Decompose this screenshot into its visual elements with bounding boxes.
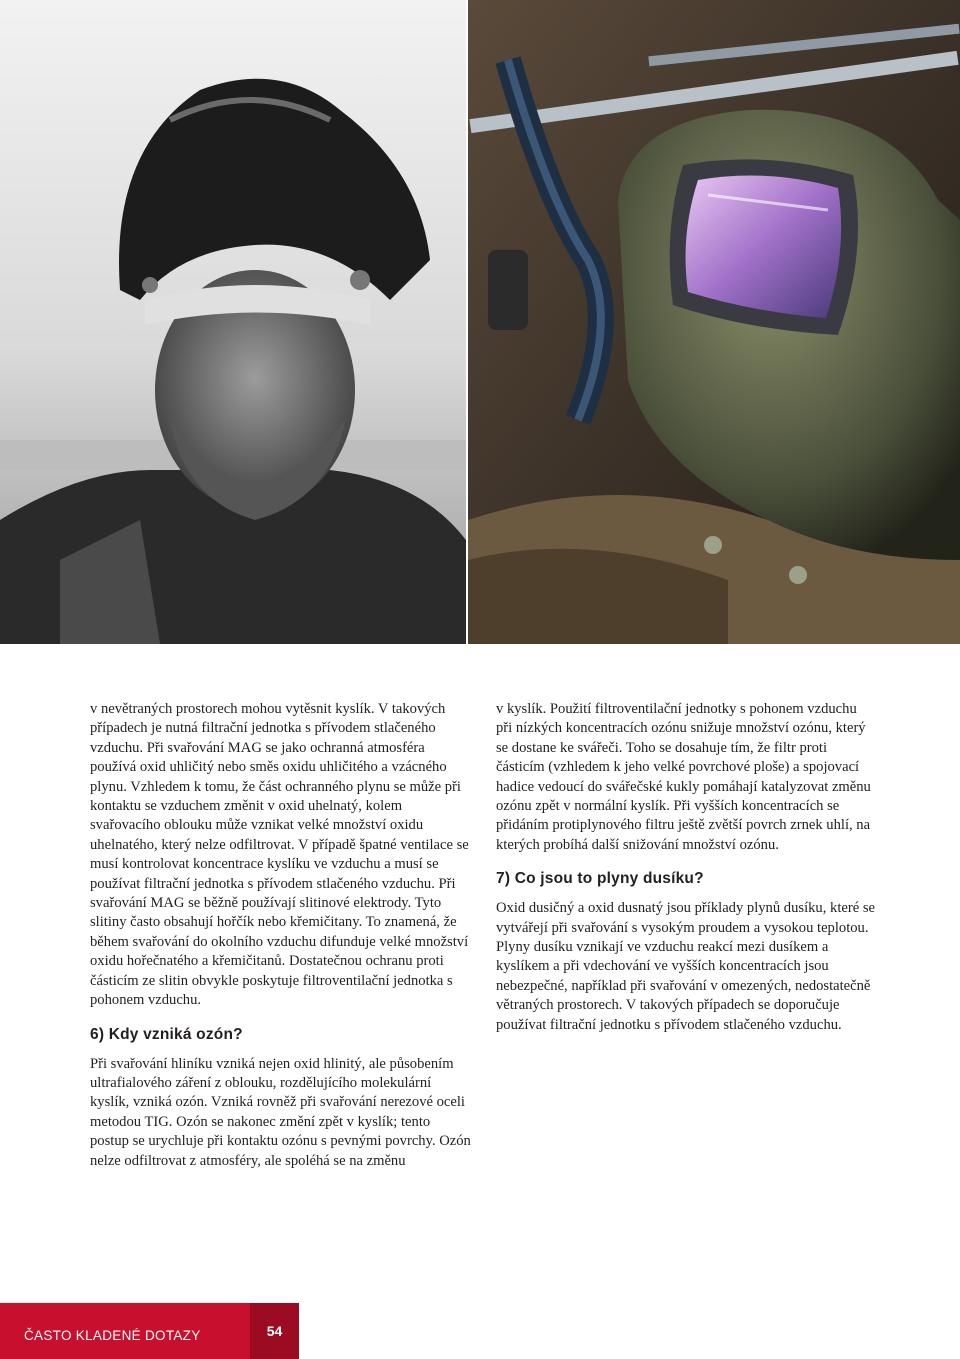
right-text-column	[496, 700, 876, 1035]
welding-helmet-image	[468, 0, 960, 644]
heading-nitrogen-gases: 7) Co jsou to plyny dusíku?	[496, 870, 704, 888]
right-paragraph-1: v kyslík. Použití filtroventilační jednotky s pohonem vzduchu při nízkých koncentracích ozónu snižuje množství ozónu, který se dostane ke svářeči. Toho se dosahuje tím, že filtr proti částicím (vzhledem k jeho velké povrchové ploše) a spojovací hadice vedoucí do svářečské kukly pomáhají katalyzovat změnu ozónu zpět v normální kyslík. Při vyšších koncentracích se přidáním protiplynového filtru ještě zvětší povrch zrnek uhlí, na kterých probíhá další snižování množství ozónu.	[496, 701, 871, 853]
welding-helmet-photo	[468, 0, 960, 644]
right-paragraph-2: Oxid dusičný a oxid dusnatý jsou příklady plynů dusíku, které se vytvářejí při svařování s vysokým proudem a vysokou teplotou. Plyny dusíku vznikají ve vzduchu reakcí mezi dusíkem a kyslíkem a při vdechování ve vyšších koncentracích jsou nebezpečné, například při svařování v omezených, nedostatečně větraných prostorech. V takových případech se doporučuje používat filtrační jednotku s přívodem stlačeného vzduchu.	[496, 900, 875, 1033]
welder-portrait-image	[0, 0, 466, 644]
section-label: ČASTO KLADENÉ DOTAZY	[0, 1303, 250, 1359]
left-paragraph-1: v nevětraných prostorech mohou vytěsnit kyslík. V takových případech je nutná filtrační jednotka s přívodem stlačeného vzduchu. Při svařování MAG se jako ochranná atmosféra používá oxid uhličitý nebo směs oxidu uhličitého a vzácného plynu. Vzhledem k tomu, že část ochranného plynu se může při kontaktu se vzduchem změnit v oxid uhelnatý, kolem svařovacího oblouku může vznikat velké množství oxidu uhelnatého, který nelze odfiltrovat. V případě špatné ventilace se musí kontrolovat koncentrace kyslíku ve vzduchu a musí se používat filtrační jednotka s přívodem stlačeného vzduchu. Při svařování MAG se běžně používají slitinové elektrody. Tyto slitiny často obsahují hořčík nebo křemičitany. To znamená, že během svařování do okolního vzduchu difunduje velké množství oxidu hořečnatého a křemičitanů. Dostatečnou ochranu proti částicím ze slitin obvykle poskytuje filtroventilační jednotka s pohonem vzduchu.	[90, 701, 469, 1009]
left-paragraph-2: Při svařování hliníku vzniká nejen oxid hlinitý, ale působením ultrafialového záření z oblouku, rozdělujícího molekulární kyslík, vzniká ozón. Vzniká rovněž při svařování nerezové oceli metodou TIG. Ozón se nakonec změní zpět v kyslík; tento postup se urychluje při kontaktu ozónu s pevnými povrchy. Ozón nelze odfiltrovat z atmosféry, ale spoléhá se na změnu	[90, 1055, 471, 1169]
welder-portrait-photo	[0, 0, 466, 644]
heading-ozone: 6) Kdy vzniká ozón?	[90, 1025, 243, 1043]
page-footer	[0, 1303, 299, 1359]
left-text-column	[90, 700, 472, 1171]
page-number: 54	[250, 1303, 299, 1359]
